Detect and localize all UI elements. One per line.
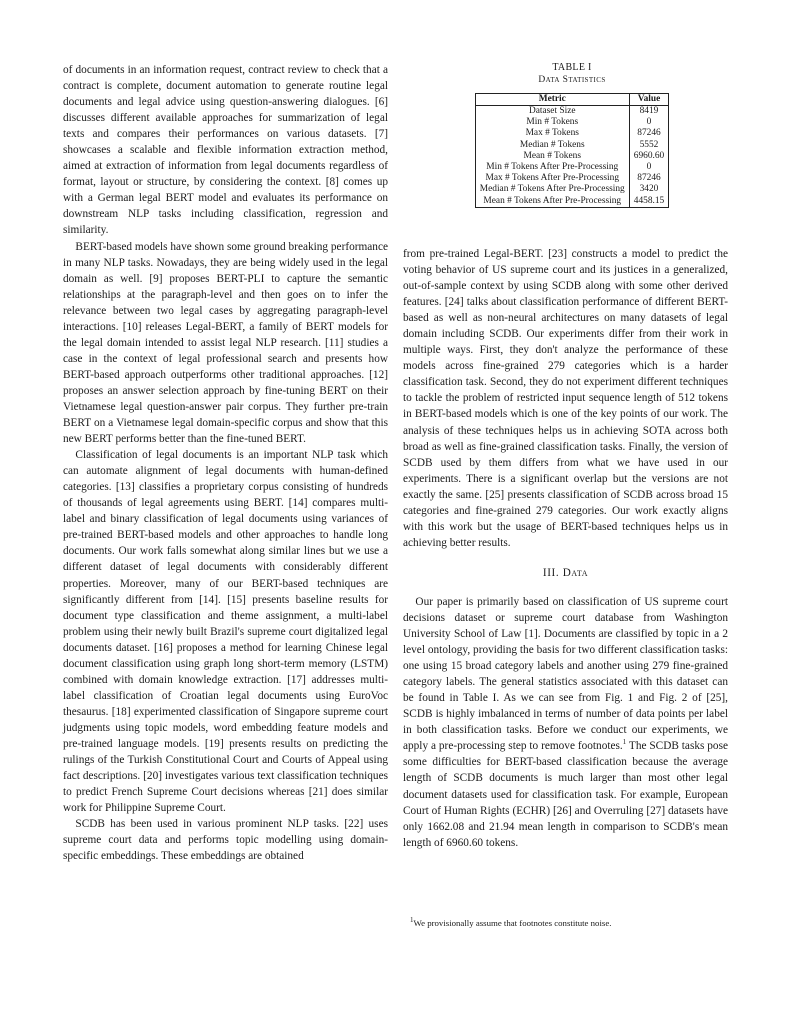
table-cell-metric: Min # Tokens <box>475 117 629 128</box>
table-cell-value: 0 <box>629 162 668 173</box>
table-header-row <box>475 94 668 106</box>
left-paragraph-3: Classification of legal documents is an important NLP task which can automate alignment of legal documents with human-defined categories. [13] classifies a proprietary corpus consisting of hundreds of thousands of legal agreements using BERT. [14] compares multi-label and binary classification of legal documents using variances of pre-trained BERT-based models and other approaches to handle long documents. Our work falls somewhat along similar lines but we use a different dataset of legal documents with considerably different properties. Moreover, many of our BERT-based techniques are significantly different from [14]. [15] presents baseline results for document type classification and theme assignment, a multi-label problem using their newly built Brazil's supreme court digitalized legal documents dataset. [16] proposes a method for learning Chinese legal document classification using graph long short-term memory (LSTM) combined with domain knowledge extraction. [17] addresses multi-label classification of Croatian legal documents using EuroVoc thesaurus. [18] experimented classification of Singapore supreme court judgments using topic models, word embedding feature models and pre-trained language models. [19] presents results on predicting the rulings of the Turkish Constitutional Court and Courts of Appeal using fact descriptions. [20] investigates various text classification techniques to predict French Supreme Court decisions whereas [21] does similar work for Philippine Supreme Court. <box>63 449 388 815</box>
table-cell-value: 8419 <box>629 106 668 118</box>
table-row <box>475 184 668 195</box>
data-statistics-table-block <box>430 62 714 208</box>
table-cell-metric: Max # Tokens <box>475 128 629 139</box>
right-paragraph-2-part-1: Our paper is primarily based on classification of US supreme court decisions dataset or supreme court database from Washington University School of Law [1]. Documents are classified by topic in a 2 level ontology, providing the basis for two different classification tasks: one using 15 broad category labels and another using 279 fine-grained category labels. The general statistics associated with this dataset can be found in Table I. As we can see from Fig. 1 and Fig. 2 of [25], SCDB is highly imbalanced in terms of number of data points per label in both classification tasks. Before we conduct our experiments, we apply a pre-processing step to remove footnotes. <box>403 595 728 753</box>
table-cell-metric: Min # Tokens After Pre-Processing <box>475 162 629 173</box>
left-paragraph-4: SCDB has been used in various prominent NLP tasks. [22] uses supreme court data and performs topic modelling using domain-specific embeddings. These embeddings are obtained <box>63 818 388 863</box>
table-row <box>475 162 668 173</box>
table-cell-metric: Mean # Tokens <box>475 151 629 162</box>
right-column <box>403 246 728 851</box>
section-title: Data <box>562 566 589 579</box>
footnote-reference[interactable]: 1 <box>622 738 627 747</box>
left-column <box>63 62 388 864</box>
table-cell-metric: Mean # Tokens After Pre-Processing <box>475 196 629 208</box>
left-paragraph-2: BERT-based models have shown some ground breaking performance in many NLP tasks. Nowadays, they are being widely used in the legal domain as well. [9] proposes BERT-PLI to capture the semantic relationships at the paragraph-level and then goes on to infer the relevance between two legal cases by aggregating paragraph-level interactions. [10] releases Legal-BERT, a family of BERT models for the legal domain intended to assist legal NLP research. [11] studies a case in the context of legal professional search and presents how BERT-based approach outperforms other traditional approaches. [12] proposes an answer selection approach by fine-tuning BERT on their Vietnamese legal question-answer pair corpus. They further pre-train BERT on a Vietnamese legal domain-specific corpus and show that this new BERT performs better than the fine-tuned BERT. <box>63 240 388 446</box>
table-cell-metric: Median # Tokens After Pre-Processing <box>475 184 629 195</box>
table-header-value: Value <box>629 94 668 106</box>
table-row <box>475 173 668 184</box>
table-cell-metric: Max # Tokens After Pre-Processing <box>475 173 629 184</box>
table-cell-value: 5552 <box>629 140 668 151</box>
table-row <box>475 128 668 139</box>
table-cell-value: 87246 <box>629 173 668 184</box>
table-caption: TABLE I <box>552 62 592 73</box>
table-cell-value: 4458.15 <box>629 196 668 208</box>
table-row <box>475 117 668 128</box>
footnote <box>410 918 728 929</box>
footnote-mark: 1 <box>410 916 414 925</box>
section-heading <box>403 565 728 581</box>
table-row <box>475 106 668 118</box>
footnote-text: We provisionally assume that footnotes constitute noise. <box>413 918 612 928</box>
table-cell-metric: Dataset Size <box>475 106 629 118</box>
table-header-metric: Metric <box>475 94 629 106</box>
table-cell-value: 87246 <box>629 128 668 139</box>
right-paragraph-2-part-2: The SCDB tasks pose some difficulties for BERT-based classification because the average length of SCDB documents is much larger than most other legal document datasets used for classification task. For example, European Court of Human Rights (ECHR) [26] and Overruling [27] datasets have only 1662.08 and 21.94 mean length in comparison to SCDB's mean length of 6960.60 tokens. <box>403 740 728 849</box>
table-row <box>475 140 668 151</box>
table-cell-value: 6960.60 <box>629 151 668 162</box>
table-cell-metric: Median # Tokens <box>475 140 629 151</box>
right-paragraph-2 <box>403 594 728 851</box>
table-cell-value: 3420 <box>629 184 668 195</box>
table-subcaption: Data Statistics <box>538 75 606 85</box>
section-number: III. <box>542 566 560 579</box>
table-cell-value: 0 <box>629 117 668 128</box>
left-paragraph-1: of documents in an information request, contract review to check that a contract is complete, document automation to generate routine legal documents and legal advice using question-answering dialogues. [6] discusses different available approaches for summarization of legal texts and compares their performances on various datasets. [7] showcases a scalable and flexible information extraction method, aimed at extraction of information from legal documents regardless of format, layout or structure, by considering the context. [8] comes up with a German legal BERT model and evaluates its performance on downstream NLP tasks including classification, regression and similarity. <box>63 64 388 237</box>
right-paragraph-1: from pre-trained Legal-BERT. [23] constructs a model to predict the voting behavior of US supreme court and its justices in a generalized, out-of-sample context by using SCDB along with some other derived features. [24] talks about classification performance of different BERT-based as well as non-neural architectures on many datasets of legal domain including SCDB. Our experiments differ from their work in multiple ways. First, they don't analyze the performance of these models across fine-grained 279 categories which is a harder classification task. Second, they do not experiment different techniques to tackle the problem of restricted input sequence length of 512 tokens in BERT-based models which is one of the key points of our work. The analysis of these techniques helps us in achieving SOTA across both broad as well as fine-grained classification tasks. Finally, the version of SCDB used by them differs from what we have used in our experiments. There is a significant overlap but the versions are not exactly the same. [25] presents classification of SCDB across broad 15 categories and fine-grained 279 categories. Our work exactly aligns with this work but the usage of BERT-based techniques helps us in achieving better results. <box>403 248 728 549</box>
table-row <box>475 196 668 208</box>
table-row <box>475 151 668 162</box>
data-statistics-table <box>475 93 669 208</box>
